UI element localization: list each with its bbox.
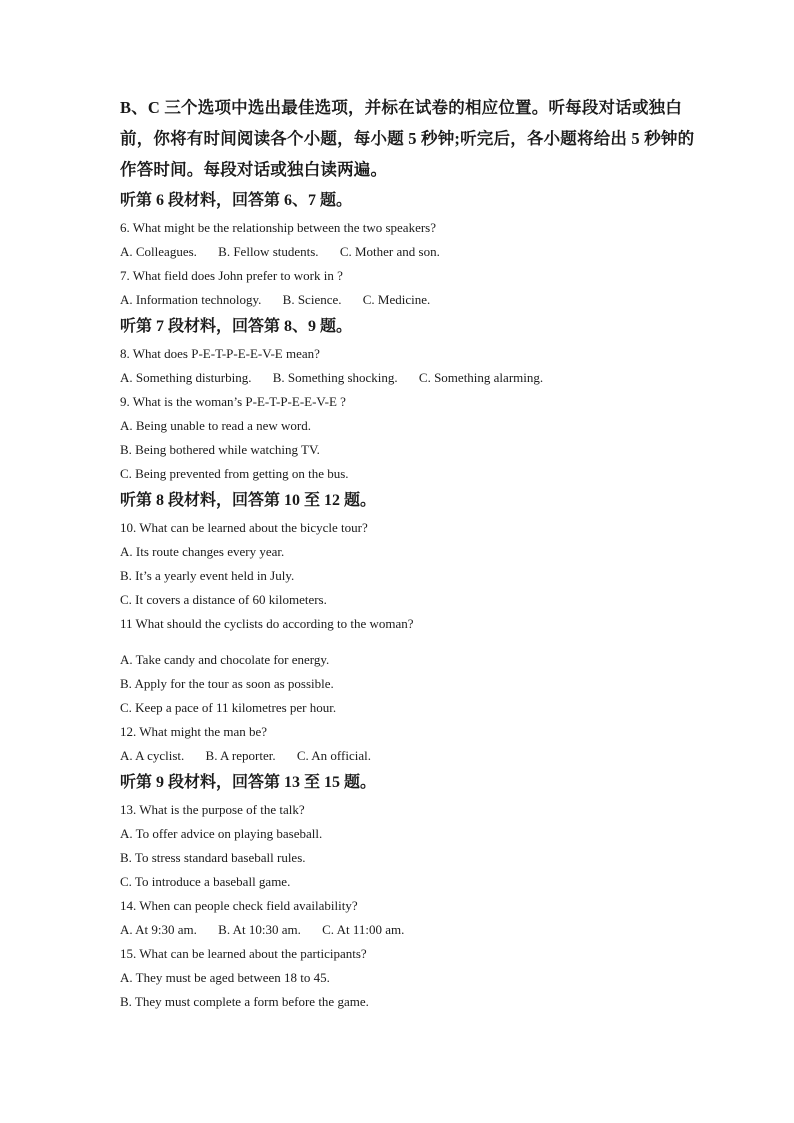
option-a: A. To offer advice on playing baseball.	[120, 826, 323, 841]
option-b: B. Fellow students.	[218, 244, 319, 259]
instructions-line: 作答时间。每段对话或独白读两遍。	[120, 160, 388, 179]
section-heading-7: 听第 7 段材料，回答第 8、9 题。	[120, 318, 353, 335]
question-6: 6. What might be the relationship between the two speakers?	[120, 220, 436, 235]
option-a: A. Something disturbing.	[120, 370, 252, 385]
instructions-paragraph	[120, 92, 695, 185]
question-14-options	[120, 918, 720, 942]
option-b: B. Being bothered while watching TV.	[120, 442, 320, 457]
question-7: 7. What field does John prefer to work in ?	[120, 268, 343, 283]
question-list	[120, 186, 720, 1014]
option-c: C. It covers a distance of 60 kilometers.	[120, 592, 327, 607]
option-c: C. Something alarming.	[418, 370, 544, 385]
option-c: C. Keep a pace of 11 kilometres per hour.	[120, 700, 337, 715]
option-a: A. They must be aged between 18 to 45.	[120, 970, 330, 985]
option-b: B. Science.	[282, 292, 342, 307]
section-heading-6: 听第 6 段材料，回答第 6、7 题。	[120, 192, 353, 209]
question-7-options	[120, 288, 720, 312]
section-heading-8: 听第 8 段材料，回答第 10 至 12 题。	[120, 492, 377, 509]
instructions-line: B、C 三个选项中选出最佳选项，并标在试卷的相应位置。听每段对话或独白	[120, 98, 683, 117]
question-10: 10. What can be learned about the bicycle tour?	[120, 520, 368, 535]
option-b: B. Apply for the tour as soon as possible.	[120, 676, 334, 691]
option-b: B. At 10:30 am.	[218, 922, 301, 937]
option-a: A. At 9:30 am.	[120, 922, 197, 937]
option-c: C. An official.	[296, 748, 371, 763]
question-15: 15. What can be learned about the participants?	[120, 946, 367, 961]
option-a: A. Colleagues.	[120, 244, 197, 259]
instructions-line: 前，你将有时间阅读各个小题，每小题 5 秒钟;听完后，各小题将给出 5 秒钟的	[120, 129, 695, 148]
option-b: B. They must complete a form before the game.	[120, 994, 369, 1009]
question-9: 9. What is the woman’s P-E-T-P-E-E-V-E ?	[120, 394, 346, 409]
option-a: A. Take candy and chocolate for energy.	[120, 652, 330, 667]
question-12: 12. What might the man be?	[120, 724, 268, 739]
option-a: A. A cyclist.	[120, 748, 185, 763]
question-12-options	[120, 744, 720, 768]
spacer	[120, 636, 720, 648]
question-8-options	[120, 366, 720, 390]
option-b: B. Something shocking.	[272, 370, 398, 385]
option-c: C. Mother and son.	[339, 244, 440, 259]
option-c: C. Medicine.	[362, 292, 431, 307]
option-a: A. Its route changes every year.	[120, 544, 285, 559]
option-b: B. To stress standard baseball rules.	[120, 850, 306, 865]
option-a: A. Information technology.	[120, 292, 262, 307]
section-heading-9: 听第 9 段材料，回答第 13 至 15 题。	[120, 774, 377, 791]
option-c: C. Being prevented from getting on the bus.	[120, 466, 349, 481]
option-c: C. At 11:00 am.	[322, 922, 405, 937]
option-c: C. To introduce a baseball game.	[120, 874, 291, 889]
question-13: 13. What is the purpose of the talk?	[120, 802, 305, 817]
question-11: 11 What should the cyclists do according to the woman?	[120, 616, 414, 631]
option-a: A. Being unable to read a new word.	[120, 418, 311, 433]
option-b: B. It’s a yearly event held in July.	[120, 568, 295, 583]
option-b: B. A reporter.	[205, 748, 276, 763]
question-6-options	[120, 240, 720, 264]
question-14: 14. When can people check field availability?	[120, 898, 358, 913]
question-8: 8. What does P-E-T-P-E-E-V-E mean?	[120, 346, 320, 361]
